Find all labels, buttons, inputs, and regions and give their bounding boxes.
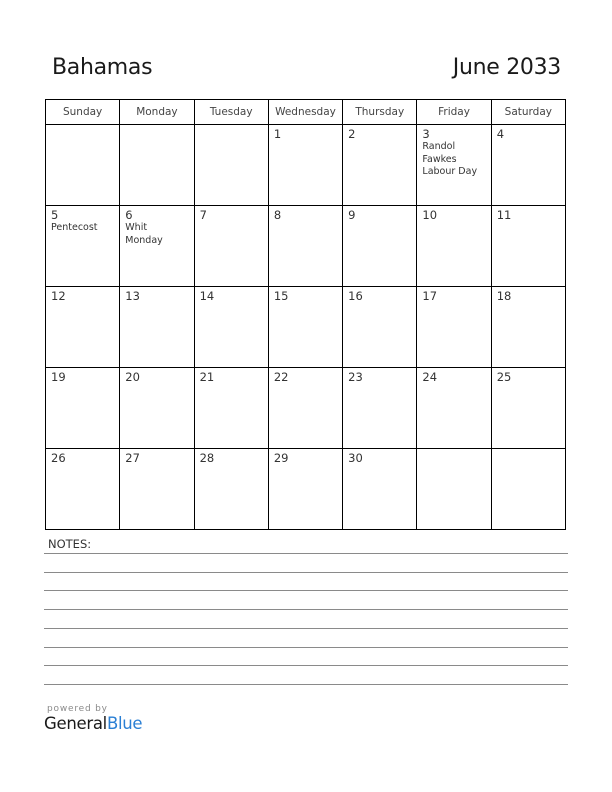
day-cell [194,449,268,530]
day-cell [343,368,417,449]
day-cell [491,368,565,449]
day-number: 17 [422,289,438,303]
day-cell [491,125,565,206]
note-line [44,553,568,554]
day-number: 8 [273,208,282,222]
day-cell [194,287,268,368]
day-cell [268,287,342,368]
note-line [44,684,568,685]
day-cell [46,287,120,368]
day-cell [268,449,342,530]
powered-by-text: powered by [47,704,108,714]
day-cell [120,125,194,206]
brand-general: General [44,714,107,733]
day-number: 12 [51,289,66,303]
day-number: 29 [273,451,289,465]
week-row [46,125,566,206]
note-line [44,572,568,573]
day-cell [343,287,417,368]
month-year-title: June 2033 [452,55,561,80]
day-number: 18 [496,289,512,303]
weekday-tuesday: Tuesday [194,100,268,125]
day-number: 16 [348,289,363,303]
week-row [46,206,566,287]
day-cell [194,368,268,449]
day-number: 5 [51,208,59,222]
day-number: 9 [348,208,356,222]
weekday-wednesday: Wednesday [268,100,342,125]
notes-label: NOTES: [48,537,92,551]
note-line [44,628,568,629]
weekday-friday: Friday [417,100,491,125]
day-number: 28 [199,451,215,465]
day-number: 22 [273,370,289,384]
day-cell [491,206,565,287]
day-cell [491,287,565,368]
day-cell [194,125,268,206]
footer-branding [44,704,142,733]
day-number: 2 [348,127,356,141]
note-line [44,609,568,610]
day-number: 23 [348,370,363,384]
day-number: 21 [199,370,215,384]
week-row [46,449,566,530]
day-cell [343,206,417,287]
day-number: 14 [199,289,215,303]
brand-logo [44,714,142,733]
day-number: 25 [496,370,512,384]
day-cell [120,449,194,530]
weekday-sunday: Sunday [46,100,120,125]
day-cell [268,368,342,449]
note-line [44,665,568,666]
weekday-thursday: Thursday [343,100,417,125]
day-cell [343,125,417,206]
day-number: 15 [273,289,289,303]
day-cell [46,206,120,287]
day-cell [120,368,194,449]
day-cell [46,449,120,530]
day-number: 6 [125,208,133,222]
day-number: 3 [422,127,430,141]
day-number: 27 [125,451,140,465]
day-cell [491,449,565,530]
brand-blue: Blue [106,714,143,733]
note-line [44,647,568,648]
day-cell [120,287,194,368]
holiday-label: Randol Fawkes Labour Day [422,141,478,177]
week-row [46,287,566,368]
holiday-label: Whit Monday [125,222,163,246]
day-number: 20 [125,370,140,384]
day-cell [417,125,491,206]
note-line [44,590,568,591]
day-cell [343,449,417,530]
day-number: 7 [199,208,207,222]
day-cell [120,206,194,287]
weekday-header-row [46,100,566,125]
holiday-label: Pentecost [51,222,98,233]
weekday-saturday: Saturday [491,100,565,125]
day-number: 24 [422,370,438,384]
day-number: 4 [496,127,505,141]
day-number: 26 [51,451,66,465]
day-cell [46,368,120,449]
day-number: 19 [51,370,66,384]
day-number: 30 [348,451,363,465]
weekday-monday: Monday [120,100,194,125]
day-cell [417,206,491,287]
day-number: 1 [273,127,282,141]
day-cell [417,368,491,449]
day-cell [194,206,268,287]
day-cell [46,125,120,206]
day-number: 10 [422,208,438,222]
day-number: 11 [496,208,512,222]
day-number: 13 [125,289,140,303]
day-cell [417,449,491,530]
day-cell [417,287,491,368]
week-row [46,368,566,449]
country-title: Bahamas [52,55,153,80]
day-cell [268,125,342,206]
day-cell [268,206,342,287]
calendar-grid [45,99,566,530]
